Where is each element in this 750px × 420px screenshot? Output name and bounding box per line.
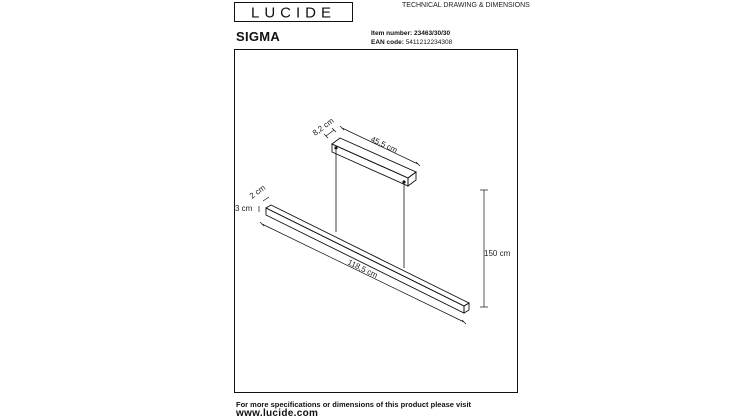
dim-overall-height: 150 cm — [484, 249, 511, 258]
dim-body-length: 118,5 cm — [346, 257, 380, 280]
dim-canopy-depth: 8,2 cm — [310, 116, 336, 138]
ean-value: 5411212234308 — [405, 39, 453, 46]
ean-label: EAN code: — [371, 39, 404, 46]
item-number-label: Item number: — [371, 30, 413, 37]
lamp-body — [266, 205, 469, 313]
dim-canopy-length: 45,5 cm — [369, 134, 399, 155]
canopy-screw — [402, 180, 405, 183]
canopy-screw — [334, 146, 337, 149]
product-title: SIGMA — [236, 29, 281, 44]
brand-text: LUCIDE — [250, 4, 337, 22]
dim-body-height: 3 cm — [235, 204, 253, 213]
dim-body-depth: 2 cm — [247, 183, 268, 201]
dimension-lines — [259, 126, 488, 324]
footer-url[interactable]: www.lucide.com — [236, 408, 319, 419]
footer-note: For more specifications or dimensions of this product please visit — [236, 400, 472, 409]
item-number-value: 23463/30/30 — [413, 30, 451, 37]
canopy — [332, 138, 416, 186]
document-type: TECHNICAL DRAWING & DIMENSIONS — [402, 2, 530, 9]
